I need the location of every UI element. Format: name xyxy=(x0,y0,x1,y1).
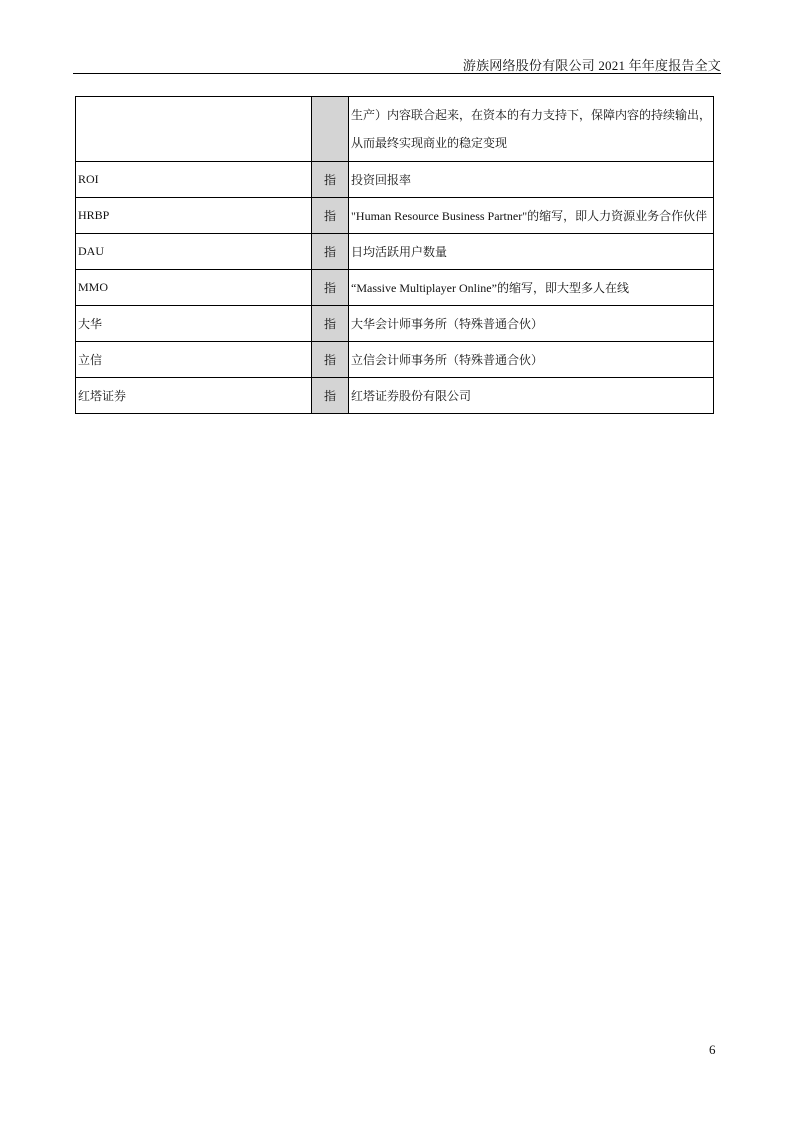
table-row xyxy=(76,234,714,270)
refers-cell: 指 xyxy=(312,198,349,234)
refers-cell: 指 xyxy=(312,270,349,306)
refers-cell: 指 xyxy=(312,306,349,342)
definition-cell: 投资回报率 xyxy=(349,162,714,198)
definition-cell: “Massive Multiplayer Online”的缩写，即大型多人在线 xyxy=(349,270,714,306)
definition-cell: 日均活跃用户数量 xyxy=(349,234,714,270)
report-title: 游族网络股份有限公司 2021 年年度报告全文 xyxy=(462,58,721,73)
table-row xyxy=(76,162,714,198)
table-row xyxy=(76,378,714,414)
refers-cell: 指 xyxy=(312,378,349,414)
definition-line: 生产）内容联合起来，在资本的有力支持下，保障内容的持续输出， xyxy=(351,108,712,122)
refers-cell: 指 xyxy=(312,342,349,378)
term-cell: DAU xyxy=(76,234,312,270)
page-number: 6 xyxy=(709,1042,716,1057)
glossary-table xyxy=(75,96,714,414)
definition-cell: "Human Resource Business Partner"的缩写，即人力资源业务合作伙伴 xyxy=(349,198,714,234)
definition-cell: 红塔证券股份有限公司 xyxy=(349,378,714,414)
definition-cell: 大华会计师事务所（特殊普通合伙） xyxy=(349,306,714,342)
table-row xyxy=(76,306,714,342)
page-header xyxy=(73,52,721,74)
term-cell: MMO xyxy=(76,270,312,306)
table-row xyxy=(76,270,714,306)
term-cell xyxy=(76,97,312,162)
table-row xyxy=(76,97,714,162)
term-cell: 红塔证券 xyxy=(76,378,312,414)
table-row xyxy=(76,342,714,378)
definition-line: 从而最终实现商业的稳定变现 xyxy=(351,136,508,150)
term-cell: HRBP xyxy=(76,198,312,234)
term-cell: ROI xyxy=(76,162,312,198)
table-row xyxy=(76,198,714,234)
definition-cell: 立信会计师事务所（特殊普通合伙） xyxy=(349,342,714,378)
term-cell: 大华 xyxy=(76,306,312,342)
refers-cell: 指 xyxy=(312,162,349,198)
refers-cell xyxy=(312,97,349,162)
term-cell: 立信 xyxy=(76,342,312,378)
refers-cell: 指 xyxy=(312,234,349,270)
definition-cell xyxy=(349,97,714,162)
